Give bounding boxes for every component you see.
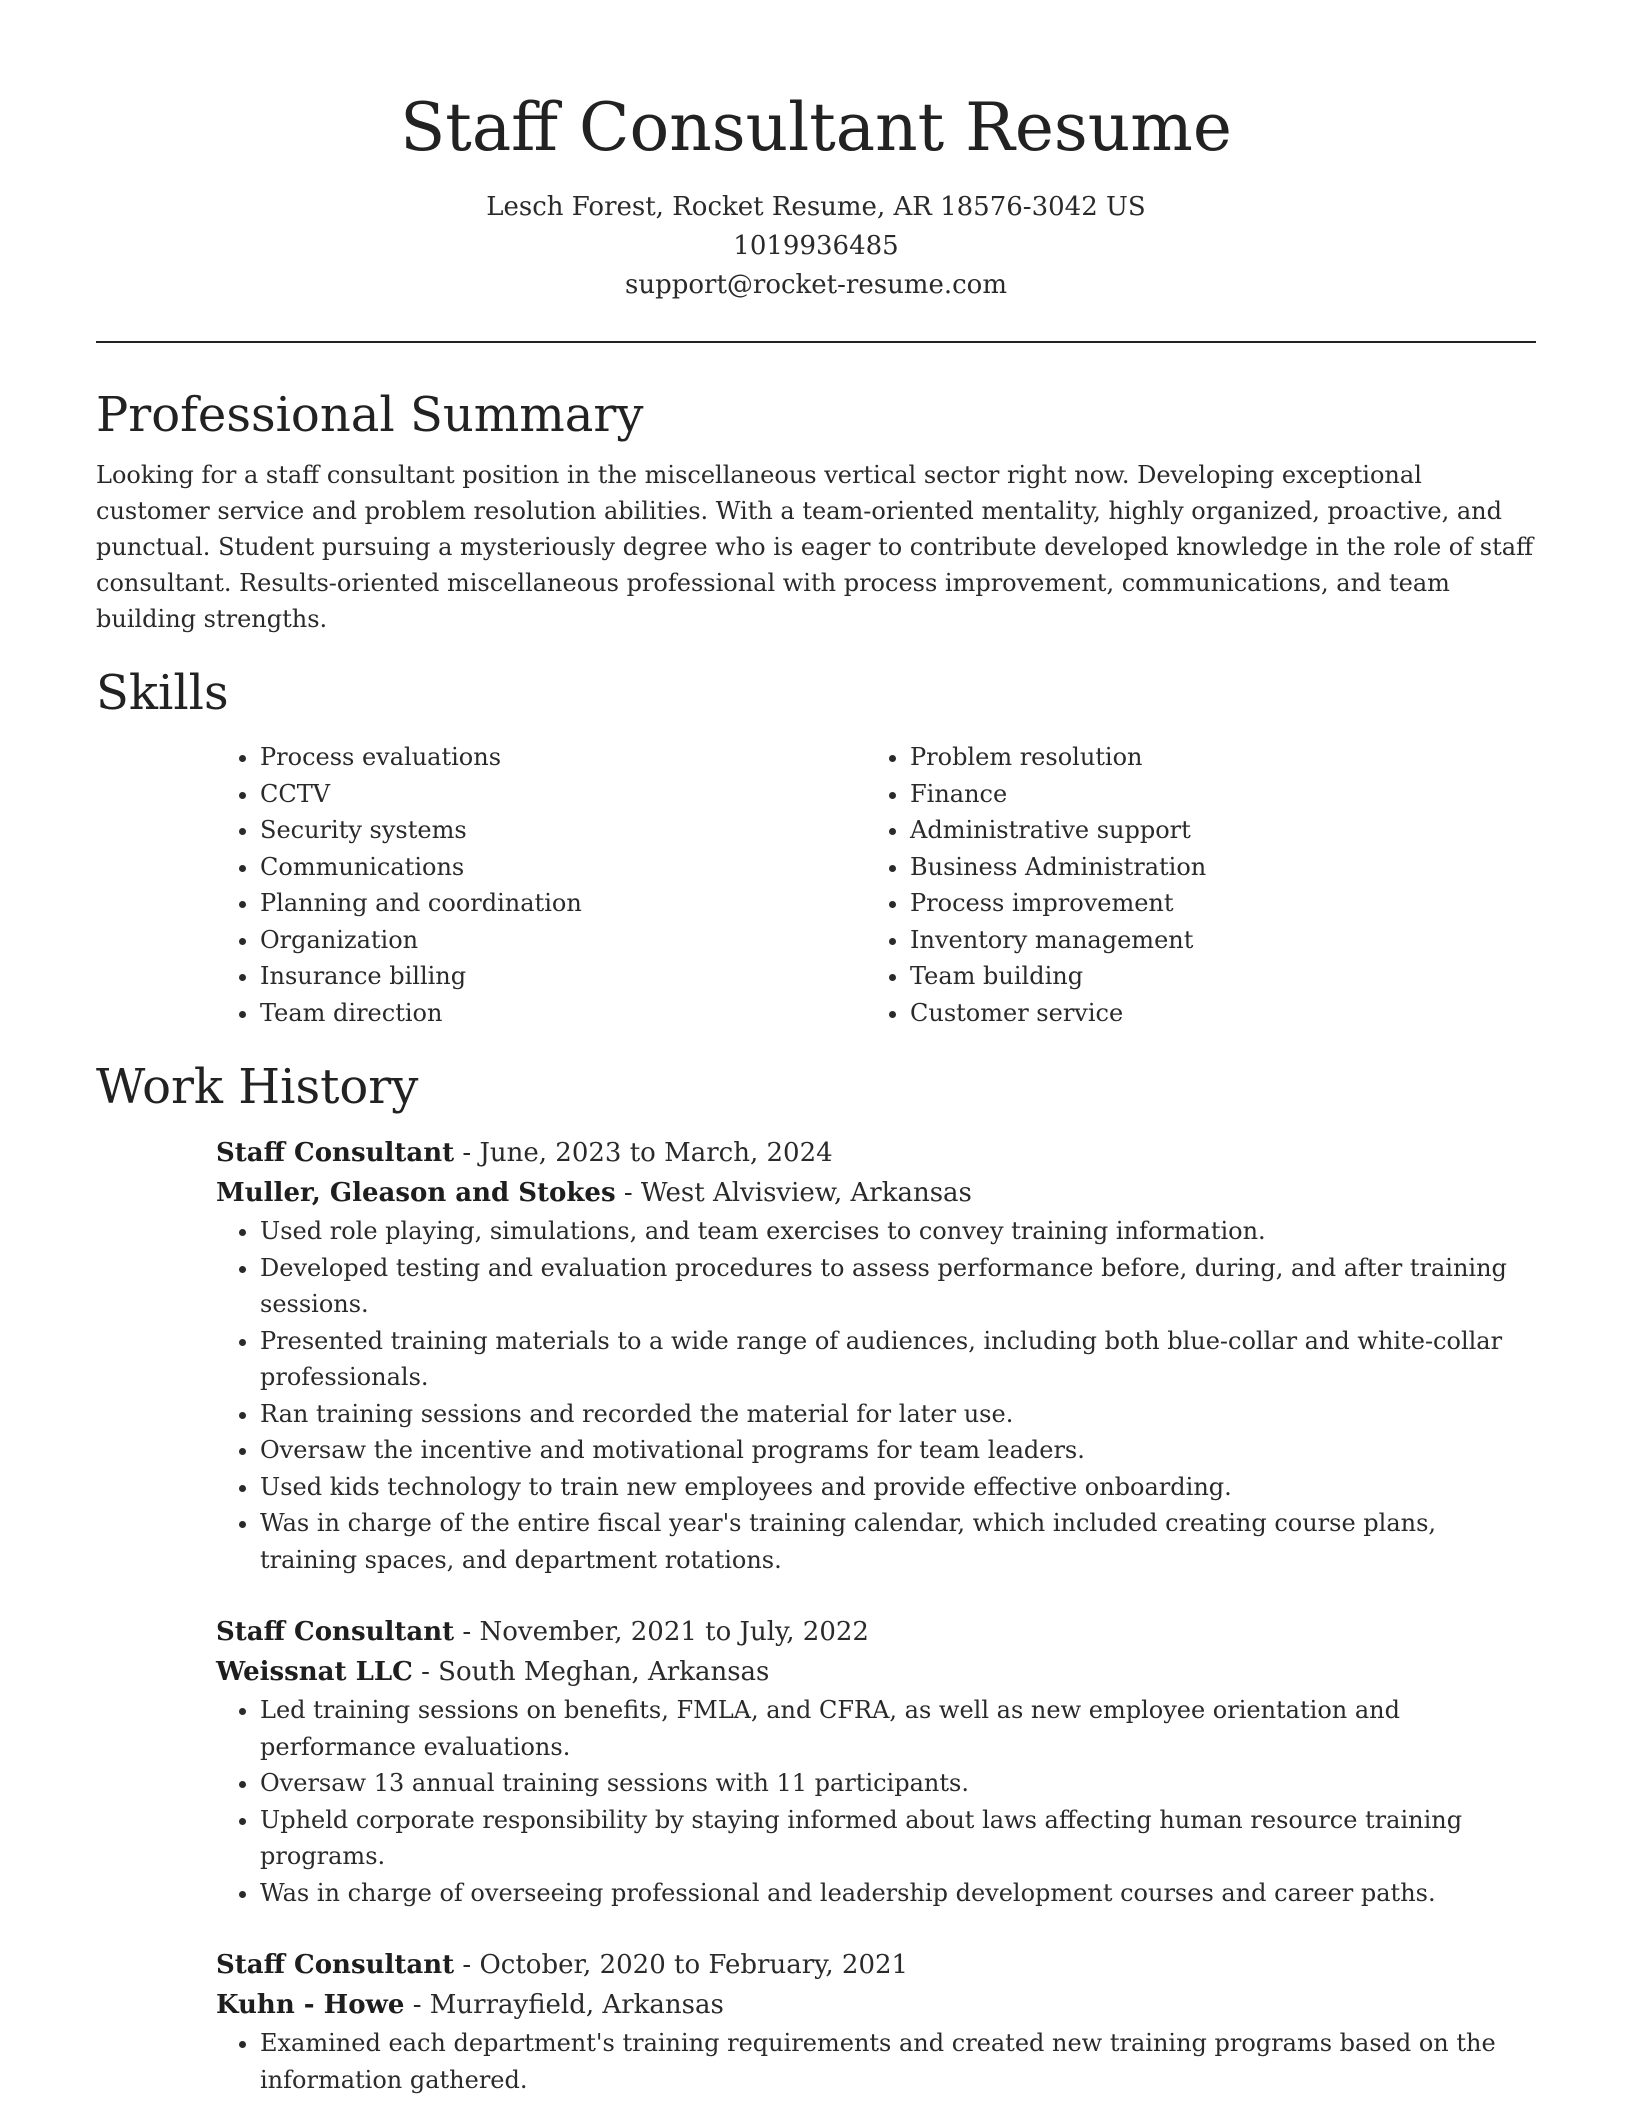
skill-item: • Finance — [910, 776, 1516, 813]
skill-item: • CCTV — [260, 776, 866, 813]
job-duty-item: • Was in charge of overseeing professional and leadership development courses and career paths. — [260, 1875, 1536, 1912]
skills-heading: Skills — [96, 665, 229, 721]
skill-item: • Organization — [260, 922, 866, 959]
contact-phone: 1019936485 — [733, 231, 899, 261]
skills-list-right — [866, 739, 1516, 1031]
job-duty-item: • Presented training materials to a wide range of audiences, including both blue-collar and white-collar professionals. — [260, 1323, 1536, 1396]
resume-title: Staff Consultant Resume — [400, 89, 1232, 166]
job-role-line — [216, 1612, 1536, 1652]
work-history-heading: Work History — [96, 1059, 419, 1115]
job-duty-item: • Led training sessions on benefits, FMLA, and CFRA, as well as new employee orientation and performance evaluations. — [260, 1692, 1536, 1765]
job-role: Staff Consultant — [216, 1138, 455, 1168]
summary-text: Looking for a staff consultant position in the miscellaneous vertical sector right now. Developing exceptional customer service and problem resolution abilities. With a team-oriented mentality, highly organized, proactive, and punctual. Student pursuing a mysteriously degree who is eager to contribute developed knowledge in the role of staff consultant. Results-oriented miscellaneous professional with process improvement, communications, and team building strengths. — [96, 461, 1534, 633]
job-dates: - October, 2020 to February, 2021 — [454, 1950, 909, 1980]
job-duty-item: • Upheld corporate responsibility by staying informed about laws affecting human resource training programs. — [260, 1802, 1536, 1875]
job-company: Weissnat LLC — [216, 1657, 413, 1687]
summary-heading: Professional Summary — [96, 387, 644, 443]
skill-item: • Security systems — [260, 812, 866, 849]
job-duty-item: • Used role playing, simulations, and team exercises to convey training information. — [260, 1213, 1536, 1250]
job-duty-item: • Used kids technology to train new employees and provide effective onboarding. — [260, 1469, 1536, 1506]
job-company-line — [216, 1173, 1536, 1213]
skill-item: • Customer service — [910, 995, 1516, 1032]
summary-section — [96, 383, 1536, 637]
job-role: Staff Consultant — [216, 1617, 455, 1647]
job-role-line — [216, 1133, 1536, 1173]
job-company-line — [216, 1652, 1536, 1692]
skill-item: • Planning and coordination — [260, 885, 866, 922]
job-company: Kuhn - Howe — [216, 1990, 405, 2020]
job-location: - South Meghan, Arkansas — [412, 1657, 770, 1687]
job-location: - Murrayfield, Arkansas — [404, 1990, 724, 2020]
skills-section — [96, 661, 1536, 1031]
work-history-section — [96, 1055, 1536, 2098]
job-entry — [216, 1945, 1536, 2098]
job-duties-list — [216, 1692, 1536, 1911]
skill-item: • Inventory management — [910, 922, 1516, 959]
skill-item: • Communications — [260, 849, 866, 886]
job-dates: - November, 2021 to July, 2022 — [454, 1617, 869, 1647]
skill-item: • Business Administration — [910, 849, 1516, 886]
skill-item: • Insurance billing — [260, 958, 866, 995]
job-company-line — [216, 1985, 1536, 2025]
skill-item: • Team building — [910, 958, 1516, 995]
skill-item: • Team direction — [260, 995, 866, 1032]
job-duties-list — [216, 1213, 1536, 1578]
job-dates: - June, 2023 to March, 2024 — [454, 1138, 833, 1168]
skills-column-right — [866, 739, 1516, 1031]
job-duty-item: • Was in charge of the entire fiscal year's training calendar, which included creating course plans, training spaces, and department rotations. — [260, 1505, 1536, 1578]
resume-page — [96, 0, 1536, 2098]
job-entry — [216, 1612, 1536, 1911]
job-duty-item: • Developed testing and evaluation procedures to assess performance before, during, and after training sessions. — [260, 1250, 1536, 1323]
job-role-line — [216, 1945, 1536, 1985]
resume-header — [96, 0, 1536, 305]
job-entry — [216, 1133, 1536, 1578]
skill-item: • Process improvement — [910, 885, 1516, 922]
job-duty-item: • Examined each department's training requirements and created new training programs based on the information gathered. — [260, 2025, 1536, 2098]
skills-list-left — [216, 739, 866, 1031]
skill-item: • Administrative support — [910, 812, 1516, 849]
job-location: - West Alvisview, Arkansas — [615, 1178, 972, 1208]
contact-address: Lesch Forest, Rocket Resume, AR 18576-3042 US — [486, 192, 1146, 222]
contact-block — [96, 188, 1536, 305]
skill-item: • Process evaluations — [260, 739, 866, 776]
contact-email: support@rocket-resume.com — [624, 270, 1007, 300]
skills-column-left — [216, 739, 866, 1031]
skill-item: • Problem resolution — [910, 739, 1516, 776]
job-duty-item: • Oversaw the incentive and motivational programs for team leaders. — [260, 1432, 1536, 1469]
job-duty-item: • Oversaw 13 annual training sessions with 11 participants. — [260, 1765, 1536, 1802]
header-divider — [96, 341, 1536, 343]
job-duty-item: • Ran training sessions and recorded the material for later use. — [260, 1396, 1536, 1433]
skills-grid — [216, 739, 1536, 1031]
job-company: Muller, Gleason and Stokes — [216, 1178, 616, 1208]
job-duties-list — [216, 2025, 1536, 2098]
job-role: Staff Consultant — [216, 1950, 455, 1980]
